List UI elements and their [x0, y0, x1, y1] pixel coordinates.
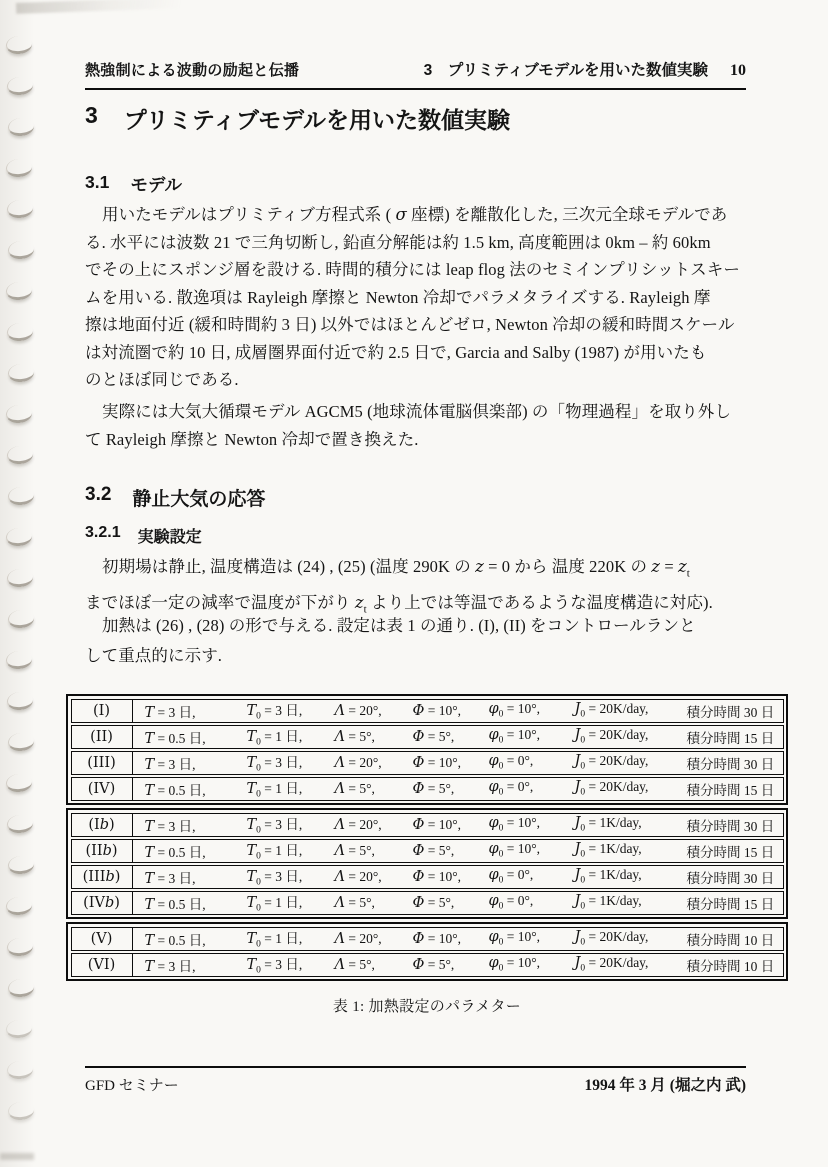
parameter-value: Φ = 10°,: [412, 816, 462, 833]
parameter-value: $\varphi_0 = 0^\circ$,: [488, 753, 534, 772]
subsection-heading-response: [85, 484, 265, 511]
subsection-number: 3.1: [85, 172, 110, 192]
parameter-value: $\varphi_0 = 10^\circ$,: [488, 929, 541, 948]
parameter-value: Λ = 20°,: [334, 816, 382, 833]
parameter-value: T = 3 日,: [144, 756, 196, 773]
parameter-value: T = 3 日,: [144, 870, 196, 887]
parameter-value: $\varphi_0 = 0^\circ$,: [488, 867, 534, 886]
parameter-value: T = 3 日,: [144, 818, 196, 835]
parameter-value: Λ = 5°,: [334, 728, 375, 745]
text-line: 初期場は静止, 温度構造は (24) , (25) (温度 290K の z = 0 から 温度 220K の $z = z_t$: [102, 557, 690, 580]
table-row: [71, 699, 784, 723]
parameter-value: T = 0.5 日,: [144, 896, 206, 913]
parameter-value: Λ = 5°,: [334, 894, 375, 911]
parameter-value: Λ = 5°,: [334, 842, 375, 859]
integration-time: 積分時間 30 日: [686, 870, 775, 886]
section-heading: [85, 102, 510, 135]
parameter-value: $J_0 = 20K/day$,: [574, 701, 649, 720]
integration-time: 積分時間 15 日: [686, 896, 775, 912]
parameter-value: T = 3 日,: [144, 704, 196, 721]
header-section-title: 3 プリミティブモデルを用いた数値実験: [423, 62, 708, 79]
run-parameters: [133, 814, 783, 836]
parameter-value: T = 0.5 日,: [144, 782, 206, 799]
integration-time: 積分時間 15 日: [686, 844, 775, 860]
text-line: て Rayleigh 摩擦と Newton 冷却で置き換えた.: [85, 430, 419, 449]
scan-smudge-bottom: [0, 1153, 34, 1160]
table-row: [71, 813, 784, 837]
parameter-table: [66, 694, 788, 1016]
integration-time: 積分時間 10 日: [686, 958, 775, 974]
parameter-value: $\varphi_0 = 10^\circ$,: [488, 955, 541, 974]
parameter-value: Λ = 5°,: [334, 956, 375, 973]
table-row: [71, 839, 784, 863]
integration-time: 積分時間 30 日: [686, 818, 775, 834]
section-title: プリミティブモデルを用いた数値実験: [123, 107, 510, 133]
parameter-value: $J_0 = 20K/day$,: [574, 753, 649, 772]
table-groups: [66, 694, 788, 981]
parameter-value: $\varphi_0 = 10^\circ$,: [488, 727, 541, 746]
text-line: 用いたモデルはプリミティブ方程式系 ( σ 座標) を離散化した, 三次元全球モデルであ: [102, 205, 728, 224]
parameter-value: Φ = 10°,: [412, 868, 462, 885]
parameter-value: $J_0 = 1K/day$,: [574, 841, 642, 860]
text-line: 擦は地面付近 (緩和時間約 3 日) 以外ではほとんどゼロ, Newton 冷却の緩和時間スケール: [85, 315, 735, 334]
scan-smudge-top: [16, 0, 181, 14]
run-parameters: [133, 866, 783, 888]
subsubsection-heading-setup: [85, 524, 202, 547]
parameter-value: Λ = 20°,: [334, 754, 382, 771]
run-parameters: [133, 892, 783, 914]
table-row: [71, 865, 784, 889]
run-label: (I): [72, 700, 133, 722]
table-row: [71, 751, 784, 775]
parameter-value: T = 0.5 日,: [144, 932, 206, 949]
running-header: [85, 58, 746, 80]
footer-date-author: 1994 年 3 月 (堀之内 武): [584, 1077, 746, 1094]
parameter-value: $T_0 = 1$ 日,: [246, 931, 303, 950]
run-label: (V): [72, 928, 133, 950]
parameter-value: $T_0 = 3$ 日,: [246, 755, 303, 774]
parameter-value: $J_0 = 1K/day$,: [574, 815, 642, 834]
table-row: [71, 891, 784, 915]
run-parameters: [133, 752, 783, 774]
header-rule: [85, 88, 746, 90]
paragraph-agcm: [85, 398, 749, 454]
parameter-value: $J_0 = 20K/day$,: [574, 929, 649, 948]
subsection-title: 静止大気の応答: [132, 489, 266, 510]
run-label: (II b ): [72, 840, 133, 862]
parameter-value: Φ = 5°,: [412, 894, 455, 911]
parameter-value: Φ = 5°,: [412, 956, 455, 973]
text-line: までほぼ一定の減率で温度が下がり $z_t$ より上では等温であるような温度構造に対応).: [85, 593, 713, 616]
parameter-value: $J_0 = 1K/day$,: [574, 893, 642, 912]
run-parameters: [133, 928, 783, 950]
table-row: [71, 777, 784, 801]
parameter-value: Φ = 10°,: [412, 702, 462, 719]
parameter-value: $T_0 = 1$ 日,: [246, 843, 303, 862]
text-line: のとほぼ同じである.: [85, 370, 239, 389]
integration-time: 積分時間 30 日: [686, 756, 775, 772]
table-row: [71, 953, 784, 977]
subsection-title: モデル: [130, 175, 182, 195]
integration-time: 積分時間 30 日: [686, 704, 775, 720]
parameter-value: $\varphi_0 = 10^\circ$,: [488, 815, 541, 834]
text-line: 実際には大気大循環モデル AGCM5 (地球流体電脳倶楽部) の「物理過程」を取り外し: [102, 402, 732, 421]
parameter-value: Λ = 20°,: [334, 930, 382, 947]
footer-seminar-name: GFD セミナー: [85, 1078, 179, 1094]
subsubsection-number: 3.2.1: [85, 524, 121, 541]
parameter-value: $T_0 = 1$ 日,: [246, 781, 303, 800]
table-row: [71, 927, 784, 951]
run-label: (II): [72, 726, 133, 748]
parameter-value: Φ = 5°,: [412, 728, 455, 745]
parameter-value: $J_0 = 20K/day$,: [574, 727, 649, 746]
run-label: (I b ): [72, 814, 133, 836]
text-line: は対流圏で約 10 日, 成層圏界面付近で約 2.5 日で, Garcia and Salby (1987) が用いたも: [85, 342, 707, 362]
parameter-value: Λ = 20°,: [334, 868, 382, 885]
text-line: 加熱は (26) , (28) の形で与える. 設定は表 1 の通り. (I), (II) をコントロールランと: [102, 616, 696, 635]
parameter-value: $J_0 = 1K/day$,: [574, 867, 642, 886]
text-line: でその上にスポンジ層を設ける. 時間的積分には leap flog 法のセミインプリシットスキー: [85, 260, 740, 279]
run-parameters: [133, 778, 783, 800]
run-label: (III b ): [72, 866, 133, 888]
parameter-value: $\varphi_0 = 10^\circ$,: [488, 701, 541, 720]
integration-time: 積分時間 10 日: [686, 932, 775, 948]
run-parameters: [133, 700, 783, 722]
run-label: (IV b ): [72, 892, 133, 914]
parameter-value: $T_0 = 3$ 日,: [246, 869, 303, 888]
run-label: (III): [72, 752, 133, 774]
parameter-value: $\varphi_0 = 10^\circ$,: [488, 841, 541, 860]
table-row: [71, 725, 784, 749]
run-parameters: [133, 954, 783, 976]
parameter-value: T = 0.5 日,: [144, 730, 206, 747]
parameter-value: T = 0.5 日,: [144, 844, 206, 861]
parameter-value: T = 3 日,: [144, 958, 196, 975]
header-document-title: 熱強制による波動の励起と伝播: [85, 62, 300, 79]
paragraph-model: [85, 201, 749, 394]
run-label: (IV): [72, 778, 133, 800]
section-number: 3: [85, 102, 98, 128]
integration-time: 積分時間 15 日: [686, 730, 775, 746]
parameter-value: $J_0 = 20K/day$,: [574, 955, 649, 974]
parameter-value: $T_0 = 3$ 日,: [246, 703, 303, 722]
parameter-value: $\varphi_0 = 0^\circ$,: [488, 779, 534, 798]
table-caption: 表 1: 加熱設定のパラメター: [332, 999, 522, 1015]
text-line: る. 水平には波数 21 で三角切断し, 鉛直分解能は約 1.5 km, 高度範囲は 0km – 約 60km: [85, 232, 711, 252]
text-line: して重点的に示す.: [85, 645, 223, 665]
run-parameters: [133, 726, 783, 748]
parameter-value: Φ = 5°,: [412, 842, 455, 859]
parameter-value: Φ = 10°,: [412, 754, 462, 771]
parameter-value: $\varphi_0 = 0^\circ$,: [488, 893, 534, 912]
parameter-value: $T_0 = 1$ 日,: [246, 895, 303, 914]
parameter-value: $J_0 = 20K/day$,: [574, 779, 649, 798]
subsection-heading-model: [85, 172, 182, 197]
parameter-value: $T_0 = 3$ 日,: [246, 957, 303, 976]
integration-time: 積分時間 15 日: [686, 782, 775, 798]
footer-rule: [85, 1066, 746, 1068]
run-label: (VI): [72, 954, 133, 976]
subsection-number: 3.2: [85, 484, 112, 505]
table-group: [66, 694, 788, 805]
parameter-value: $T_0 = 3$ 日,: [246, 817, 303, 836]
parameter-value: Φ = 10°,: [412, 930, 462, 947]
parameter-value: $T_0 = 1$ 日,: [246, 729, 303, 748]
table-group: [66, 922, 788, 981]
text-line: ムを用いる. 散逸項は Rayleigh 摩擦と Newton 冷却でパラメタライズする. Rayleigh 摩: [85, 287, 711, 307]
parameter-value: Λ = 20°,: [334, 702, 382, 719]
header-right-group: [424, 58, 746, 80]
run-parameters: [133, 840, 783, 862]
parameter-value: Φ = 5°,: [412, 780, 455, 797]
paragraph-heating: [85, 611, 749, 670]
subsubsection-title: 実験設定: [137, 529, 202, 546]
parameter-value: Λ = 5°,: [334, 780, 375, 797]
table-group: [66, 808, 788, 919]
page-number: 10: [730, 62, 746, 79]
